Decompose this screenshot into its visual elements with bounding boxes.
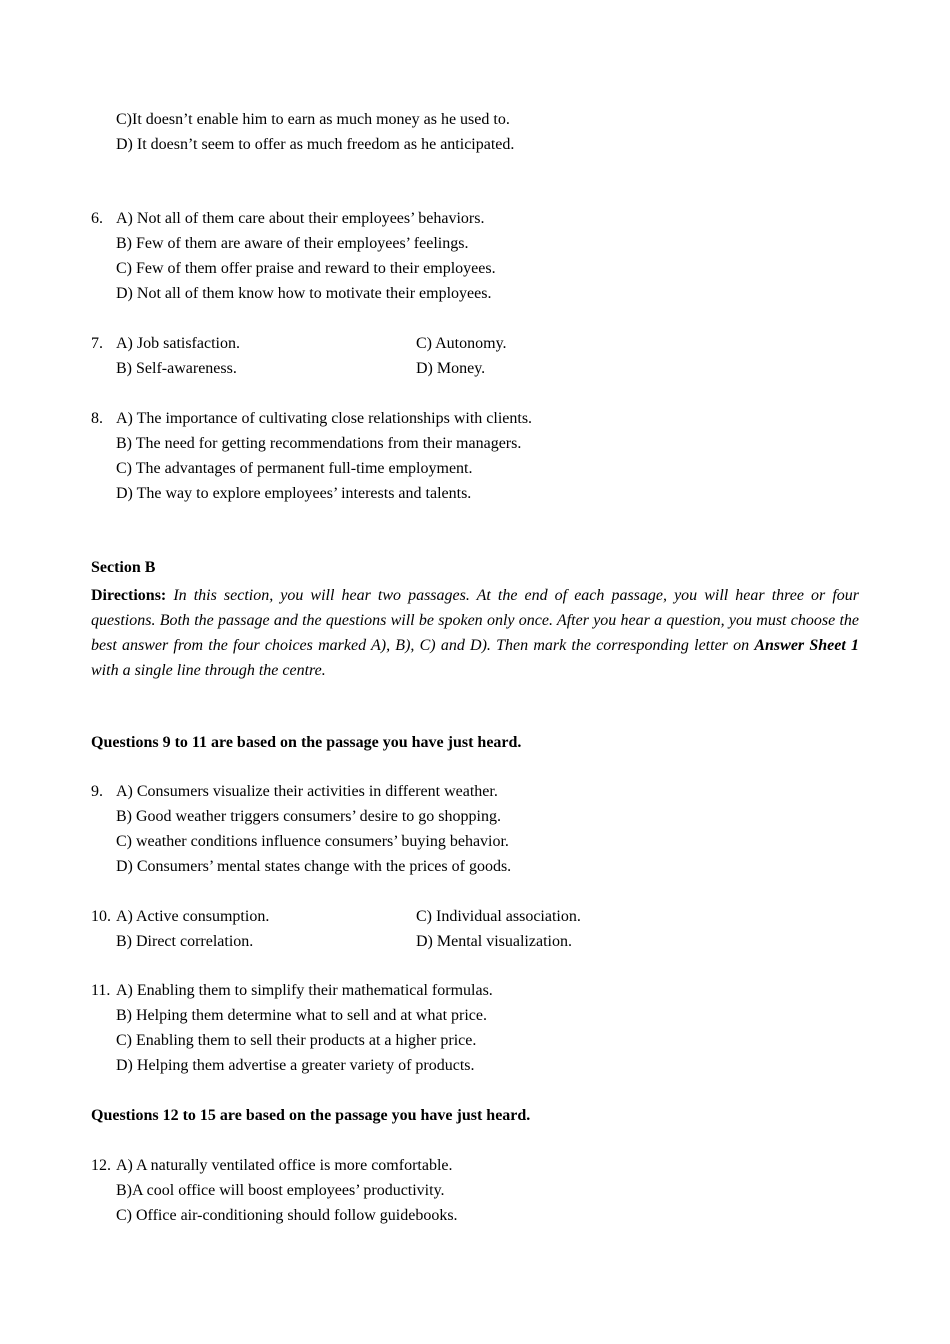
q6-number: 6.	[91, 210, 103, 227]
q9-option-a: A) Consumers visualize their activities in different weather.	[116, 783, 498, 800]
directions-label: Directions:	[91, 587, 167, 604]
q8-option-c: C) The advantages of permanent full-time employment.	[116, 460, 473, 477]
q6-option-d: D) Not all of them know how to motivate their employees.	[116, 285, 492, 302]
section-b-title: Section B	[91, 559, 156, 576]
q6-option-a: A) Not all of them care about their employees’ behaviors.	[116, 210, 485, 227]
q6-option-c: C) Few of them offer praise and reward to their employees.	[116, 260, 496, 277]
q10-option-a: A) Active consumption.	[116, 908, 270, 925]
group2-heading: Questions 12 to 15 are based on the passage you have just heard.	[91, 1107, 531, 1124]
q12-option-b: B)A cool office will boost employees’ productivity.	[116, 1182, 445, 1199]
q9-option-d: D) Consumers’ mental states change with the prices of goods.	[116, 858, 512, 875]
q12-option-a: A) A naturally ventilated office is more comfortable.	[116, 1157, 453, 1174]
q10-number: 10.	[91, 908, 111, 925]
q11-option-a: A) Enabling them to simplify their mathematical formulas.	[116, 982, 493, 999]
q7-option-d: D) Money.	[416, 360, 486, 377]
answer-sheet-label: Answer Sheet 1	[754, 637, 860, 654]
q7-option-a: A) Job satisfaction.	[116, 335, 240, 352]
q5-option-d: D) It doesn’t seem to offer as much freedom as he anticipated.	[116, 136, 515, 153]
q12-option-c: C) Office air-conditioning should follow guidebooks.	[116, 1207, 458, 1224]
q10-option-b: B) Direct correlation.	[116, 933, 254, 950]
q9-option-b: B) Good weather triggers consumers’ desire to go shopping.	[116, 808, 501, 825]
q5-option-c: C)It doesn’t enable him to earn as much money as he used to.	[116, 111, 510, 128]
q11-option-c: C) Enabling them to sell their products at a higher price.	[116, 1032, 477, 1049]
group1-heading: Questions 9 to 11 are based on the passage you have just heard.	[91, 734, 522, 751]
q11-option-b: B) Helping them determine what to sell and at what price.	[116, 1007, 487, 1024]
q7-option-b: B) Self-awareness.	[116, 360, 237, 377]
q10-option-d: D) Mental visualization.	[416, 933, 572, 950]
q9-option-c: C) weather conditions influence consumers’ buying behavior.	[116, 833, 509, 850]
directions-text: In this section, you will hear two passages. At the end of each passage, you will hear three or four questions. Both the passage and the questions will be spoken only once. After you hear a question, you must choose the best answer from the four choices marked A), B), C) and D). Then mark the corresponding letter on	[91, 587, 859, 654]
q8-number: 8.	[91, 410, 103, 427]
q8-option-b: B) The need for getting recommendations from their managers.	[116, 435, 522, 452]
section-b-directions	[91, 583, 859, 683]
q11-option-d: D) Helping them advertise a greater variety of products.	[116, 1057, 475, 1074]
q8-option-d: D) The way to explore employees’ interests and talents.	[116, 485, 472, 502]
directions-end: with a single line through the centre.	[91, 662, 326, 679]
q8-option-a: A) The importance of cultivating close relationships with clients.	[116, 410, 533, 427]
q11-number: 11.	[91, 982, 111, 999]
q7-option-c: C) Autonomy.	[416, 335, 507, 352]
q10-option-c: C) Individual association.	[416, 908, 581, 925]
q12-number: 12.	[91, 1157, 111, 1174]
q7-number: 7.	[91, 335, 103, 352]
q9-number: 9.	[91, 783, 103, 800]
q6-option-b: B) Few of them are aware of their employees’ feelings.	[116, 235, 469, 252]
